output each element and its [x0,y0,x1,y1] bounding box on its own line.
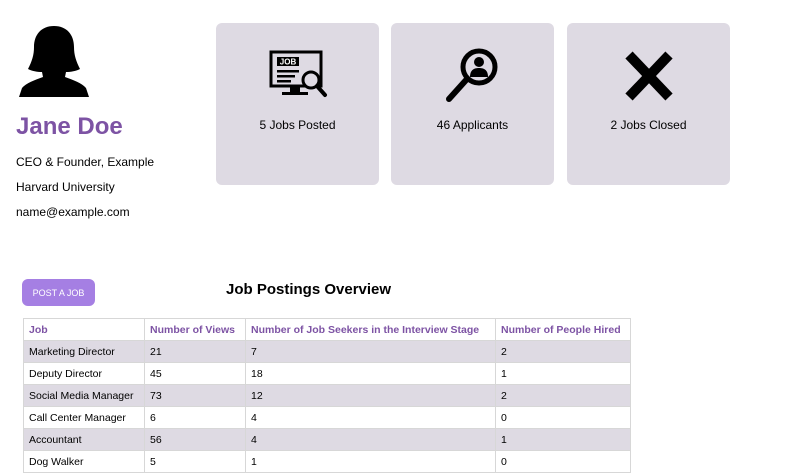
cell-hired: 2 [496,341,631,363]
cell-hired: 1 [496,429,631,451]
applicant-magnifier-icon [443,47,503,103]
stat-card-jobs-closed [567,23,730,185]
table-row [24,341,631,363]
cell-job: Dog Walker [24,451,145,473]
column-header-job: Job [24,319,145,341]
cell-views: 56 [145,429,246,451]
cell-interview: 7 [246,341,496,363]
post-job-button[interactable]: POST A JOB [22,279,95,306]
cell-views: 5 [145,451,246,473]
job-search-icon [268,50,328,98]
cell-hired: 2 [496,385,631,407]
cell-job: Accountant [24,429,145,451]
stat-label-applicants: 46 Applicants [436,118,509,132]
column-header-hired: Number of People Hired [496,319,631,341]
section-title: Job Postings Overview [226,281,392,298]
cell-views: 45 [145,363,246,385]
table-row [24,363,631,385]
cell-job: Marketing Director [24,341,145,363]
stat-label-jobs-posted: 5 Jobs Posted [259,118,336,132]
column-header-views: Number of Views [145,319,246,341]
cell-hired: 0 [496,407,631,429]
cell-job: Social Media Manager [24,385,145,407]
cell-interview: 12 [246,385,496,407]
profile-email: name@example.com [16,205,130,219]
profile-school: Harvard University [16,180,115,194]
cell-interview: 4 [246,407,496,429]
stat-card-jobs-posted [216,23,379,185]
cell-job: Deputy Director [24,363,145,385]
avatar [18,25,90,97]
user-silhouette-icon [18,25,90,97]
cell-views: 6 [145,407,246,429]
cell-interview: 18 [246,363,496,385]
cell-interview: 4 [246,429,496,451]
cell-hired: 0 [496,451,631,473]
table-row [24,429,631,451]
stat-card-applicants [391,23,554,185]
table-row [24,407,631,429]
column-header-interview-stage: Number of Job Seekers in the Interview Stage [246,319,496,341]
cell-views: 21 [145,341,246,363]
cell-hired: 1 [496,363,631,385]
profile-title: CEO & Founder, Example [16,155,155,169]
close-x-icon [623,51,675,101]
cell-job: Call Center Manager [24,407,145,429]
cell-views: 73 [145,385,246,407]
profile-name: Jane Doe [16,113,123,140]
cell-interview: 1 [246,451,496,473]
table-row [24,385,631,407]
svg-text:JOB: JOB [279,57,296,67]
job-postings-table [23,318,631,473]
table-row [24,451,631,473]
stat-label-jobs-closed: 2 Jobs Closed [610,118,687,132]
table-header-row [24,319,631,341]
